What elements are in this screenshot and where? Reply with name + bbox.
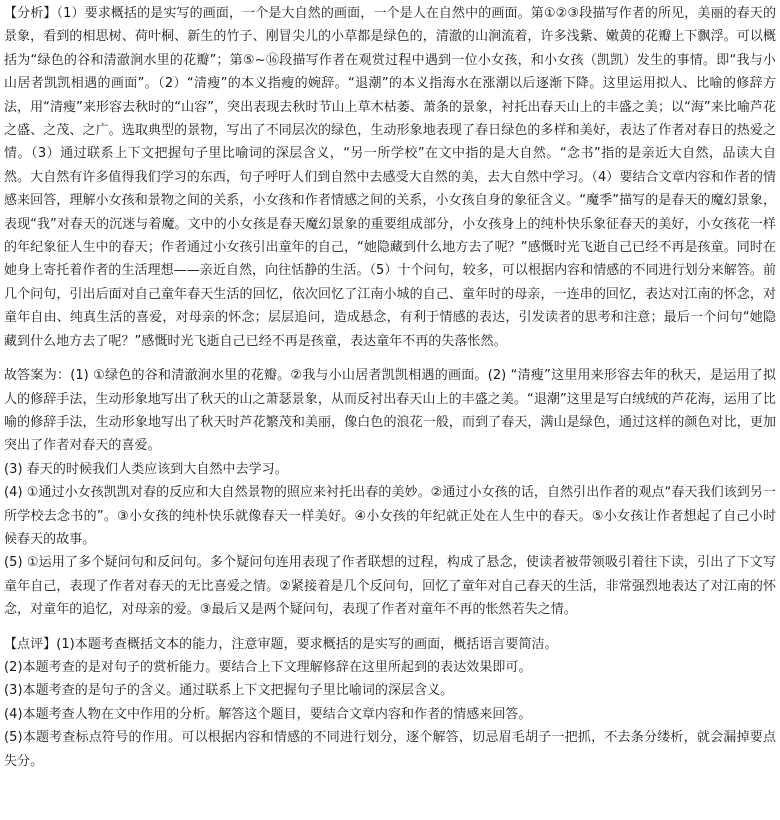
- answer-line-1: 故答案为：(1) ①绿色的谷和清澈涧水里的花瓣。②我与小山居者凯凯相遇的画面。(2) “清瘦”这里用来形容去年的秋天，是运用了拟人的修辞手法，生动形象地写出了秋天的山之萧瑟景象，从而反衬出春天山上的丰盛之美。“退潮”这里是写白绒绒的芦花海，运用了比喻的修辞手法，生动形象地写出了秋天时芦花繁茂和美丽，像白色的浪花一般，而到了春天，满山是绿色，通过这样的颜色对比，更加突出了作者对春天的喜爱。: [4, 368, 776, 454]
- comment-line-3: (3)本题考查的是句子的含义。通过联系上下文把握句子里比喻词的深层含义。: [4, 683, 454, 699]
- analysis-section: [4, 2, 776, 353]
- answer-line-5: (5) ①运用了多个疑问句和反问句。多个疑问句连用表现了作者联想的过程，构成了悬念，使读者被带领吸引着往下读，引出了下文写童年自己，表现了作者对春天的无比喜爱之情。②紧接着是几个反问句，回忆了童年对自己春天的生活，非常强烈地表达了对江南的怀念，对童年的追忆，对母亲的爱。③最后又是两个疑问句，表现了作者对童年不再的怅然若失之情。: [4, 555, 776, 618]
- comment-line-4: (4)本题考查人物在文中作用的分析。解答这个题目，要结合文章内容和作者的情感来回答。: [4, 706, 532, 722]
- answer-line-4: (4) ①通过小女孩凯凯对春的反应和大自然景物的照应来衬托出春的美妙。②通过小女孩的话，自然引出作者的观点“春天我们该到另一所学校去念书的”。③小女孩的纯朴快乐就像春天一样美好。④小女孩的年纪就正处在人生中的春天。⑤小女孩让作者想起了自己小时候春天的故事。: [4, 485, 776, 547]
- answer-section: [4, 364, 776, 621]
- comment-line-2: (2)本题考查的是对句子的赏析能力。要结合上下文理解修辞在这里所起到的表达效果即可。: [4, 659, 532, 675]
- comment-line-1: 【点评】(1)本题考查概括文本的能力，注意审题，要求概括的是实写的画面，概括语言要简洁。: [4, 636, 558, 652]
- analysis-tag: 【分析】: [4, 6, 57, 21]
- comment-section: [4, 633, 776, 773]
- analysis-text: （1）要求概括的是实写的画面，一个是大自然的画面，一个是人在自然中的画面。第①②③段描写作者的所见，美丽的春天的景象，看到的相思树、荷叶桐、新生的竹子、刚冒尖儿的小草都是绿色的，清澈的山涧流着，许多浅紫、嫩黄的花瓣上下飘浮。可以概括为“绿色的谷和清澈涧水里的花瓣”；第⑤~⑯段描写作者在观赏过程中遇到一位小女孩，和小女孩（凯凯）发生的事情。即“我与小山居者凯凯相遇的画面”。（2）“清瘦”的本义指瘦的婉辞。“退潮”的本义指海水在涨潮以后逐渐下降。这里运用拟人、比喻的修辞方法，用“清瘦”来形容去秋时的“山容”，突出表现去秋时节山上草木枯萎、萧条的景象，衬托出春天山上的丰盛之美；以“海”来比喻芦花之盛、之茂、之广。选取典型的景物，写出了不同层次的绿色，生动形象地表现了春日绿色的多样和美好，表达了作者对春日的热爱之情。（3）通过联系上下文把握句子里比喻词的深层含义，“另一所学校”在文中指的是大自然。“念书”指的是亲近大自然，品读大自然。大自然有许多值得我们学习的东西，句子呼吁人们到自然中去感受大自然的美，去大自然中学习。（4）要结合文章内容和作者的情感来回答，理解小女孩和景物之间的关系，小女孩和作者情感之间的关系，小女孩自身的象征含义。“魔季”描写的是春天的魔幻景象，表现“我”对春天的沉迷与着魔。文中的小女孩是春天魔幻景象的重要组成部分，小女孩身上的纯朴快乐象征春天的美好，小女孩花一样的年纪象征人生中的春天；作者通过小女孩引出童年的自己，“她隐藏到什么地方去了呢？”感慨时光飞逝自己已经不再是孩童。同时在她身上寄托着作者的生活理想——亲近自然，向往恬静的生活。（5）十个问句，较多，可以根据内容和情感的不同进行划分来解答。前几个问句，引出后面对自己童年春天生活的回忆，依次回忆了江南小城的自己、童年时的母亲，一连串的回忆，表达对江南的怀念，对童年自由、纯真生活的喜爱，对母亲的怀念；层层追问，造成悬念，有利于情感的表达，引发读者的思考和注意；最后一个问句“她隐藏到什么地方去了呢？”感慨时光飞逝自己已经不再是孩童，表达童年不再的失落怅然。: [4, 6, 776, 349]
- answer-line-3: (3) 春天的时候我们人类应该到大自然中去学习。: [4, 461, 288, 477]
- comment-line-5: (5)本题考查标点符号的作用。可以根据内容和情感的不同进行划分，逐个解答，切忌眉毛胡子一把抓，不去条分缕析，就会漏掉要点失分。: [4, 730, 776, 769]
